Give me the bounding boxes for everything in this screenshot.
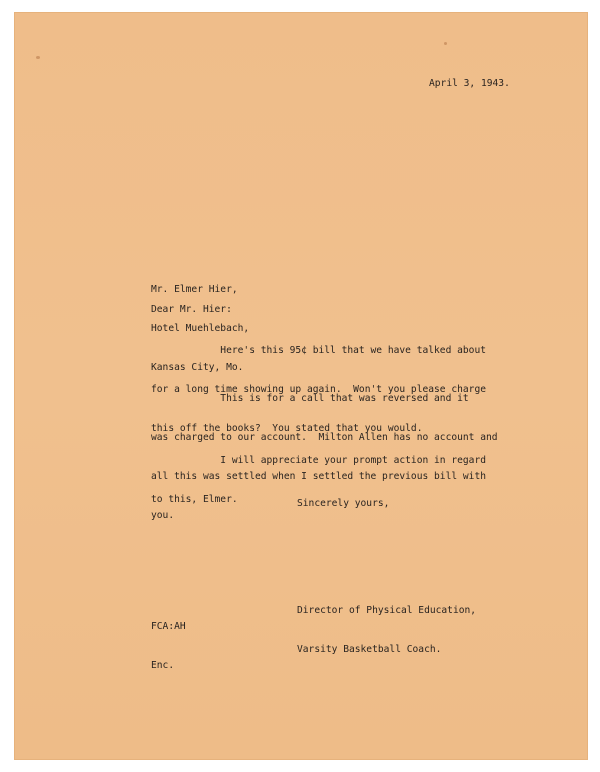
body-line: this off the books? You stated that you would.	[151, 423, 423, 434]
body-paragraph-3	[151, 428, 486, 532]
body-line: you.	[151, 510, 175, 521]
body-line: all this was settled when I settled the previous bill with	[151, 471, 487, 482]
body-line: This is for a call that was reversed and it	[151, 393, 469, 404]
paper-speck	[36, 56, 40, 59]
recipient-line: Kansas City, Mo.	[151, 362, 244, 373]
salutation: Dear Mr. Hier:	[151, 304, 232, 315]
reference-line: Enc.	[151, 660, 175, 671]
body-line: Here's this 95¢ bill that we have talked about	[151, 345, 487, 356]
reference-line: FCA:AH	[151, 621, 186, 632]
signature-line: Varsity Basketball Coach.	[297, 644, 442, 655]
letter-date: April 3, 1943.	[429, 78, 510, 89]
signature-line: Director of Physical Education,	[297, 605, 477, 616]
signature-title	[297, 578, 476, 682]
body-line: for a long time showing up again. Won't you please charge	[151, 384, 487, 395]
paper-speck	[444, 42, 447, 45]
body-line: was charged to our account. Milton Allen has no account and	[151, 432, 498, 443]
letter-page	[14, 12, 588, 760]
body-line: I will appreciate your prompt action in regard	[151, 455, 487, 466]
reference-initials	[151, 594, 186, 698]
recipient-line: Hotel Muehlebach,	[151, 323, 250, 334]
recipient-line: Mr. Elmer Hier,	[151, 284, 238, 295]
body-line: to this, Elmer.	[151, 494, 238, 505]
closing: Sincerely yours,	[297, 498, 390, 509]
